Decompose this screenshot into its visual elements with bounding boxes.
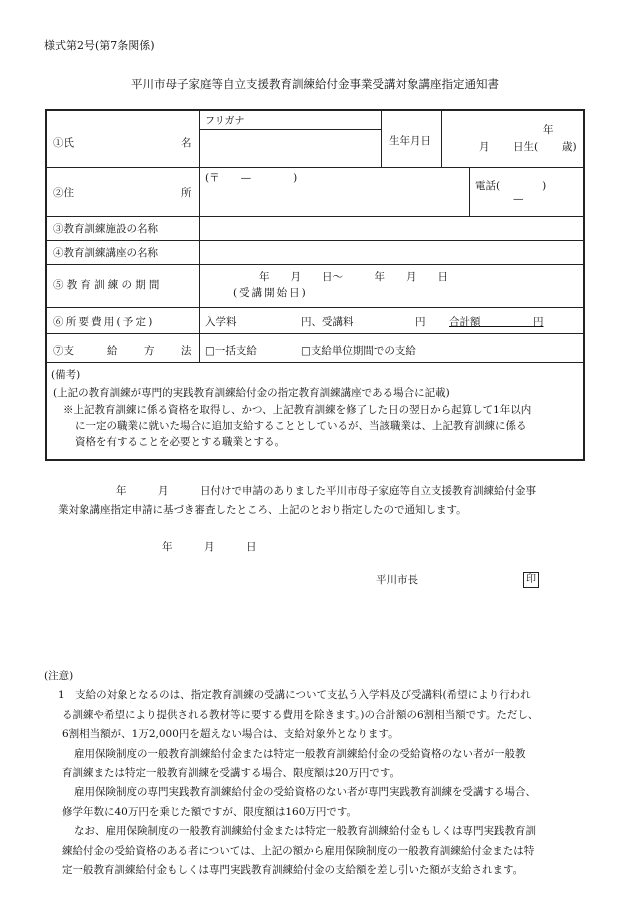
phone-divider [469,167,470,216]
remarks-line: ※上記教育訓練に係る資格を取得し、かつ、上記教育訓練を修了した日の翌日から起算して1年以内 [63,404,532,416]
notice-text [58,482,598,520]
row-divider [47,167,583,168]
payment-method-label-4: 法 [181,345,192,357]
dob-day: 日生( [513,141,539,153]
payment-method-label-3: 方 [144,345,155,357]
payment-method-label-2: 給 [107,345,118,357]
row-divider [47,216,583,217]
postal-code: (〒 — ) [205,172,298,184]
name-label-end: 名 [181,137,192,149]
address-label-end: 所 [181,187,192,199]
payment-method-label-1: ⑦支 [53,345,74,357]
tuition-label: 円、受講料 [301,316,354,328]
note-line: 1 支給の対象となるのは、指定教育訓練の受講について支払う入学料及び受講料(希望により行われ [58,689,531,702]
notice-date: 年 月 日 [162,541,257,553]
remarks-line: (上記の教育訓練が専門的実践教育訓練給付金の指定教育訓練講座である場合に記載) [53,387,450,399]
dob-label-divider-right [441,111,442,167]
training-start-date-note: (受講開始日) [233,287,308,299]
dob-month: 月 [479,141,490,153]
note-line: 練給付金の受給資格のある者については、上記の額から雇用保険制度の一般教育訓練給付金または特 [62,844,535,857]
furigana-label: フリガナ [205,116,245,127]
facility-name-label: ③教育訓練施設の名称 [53,223,158,235]
course-name-label: ④教育訓練講座の名称 [53,247,158,259]
notes-section [44,667,596,880]
dob-year: 年 [543,124,554,136]
furigana-divider [199,129,381,130]
notice-line: 業対象講座指定申請に基づき審査したところ、上記のとおり指定したので通知します。 [58,504,467,516]
remarks-line: に一定の職業に就いた場合に追加支給することとしているが、当該職業は、上記教育訓練に係る [75,420,527,432]
document-title: 平川市母子家庭等自立支援教育訓練給付金事業受講対象講座指定通知書 [131,77,499,91]
admission-fee-label: 入学料 [205,316,237,328]
note-line: 6割相当額が、1万2,000円を超えない場合は、支給対象外となります。 [62,728,399,741]
name-label: ①氏 [53,137,74,149]
notes-title: (注意) [44,670,74,682]
note-line: 修学年数に40万円を乗じた額ですが、限度額は160万円です。 [62,805,358,818]
label-column-divider [199,111,200,362]
cost-label: ⑥所要費用(予定) [53,316,155,328]
phone-dash: — [513,193,524,205]
note-line: なお、雇用保険制度の一般教育訓練給付金または特定一般教育訓練給付金もしくは専門実践教育訓 [74,825,536,838]
row-divider [47,240,583,241]
note-line: 育訓練または特定一般教育訓練を受講する場合、限度額は20万円です。 [62,767,401,780]
address-label: ②住 [53,187,74,199]
tuition-yen: 円 [415,316,426,328]
note-line: 雇用保険制度の一般教育訓練給付金または特定一般教育訓練給付金の受給資格のない者が一般教 [74,747,526,760]
note-line: 定一般教育訓練給付金もしくは専門実践教育訓練給付金の支給額を差し引いた額が支給されます。 [62,864,524,877]
form-number-label: 様式第2号(第7条関係) [44,39,155,52]
note-line: る訓練や希望により提供される教材等に要する費用を除きます。)の合計額の6割相当額です。ただし、 [62,708,539,721]
row-divider [47,362,583,363]
dob-label: 生年月日 [389,135,431,147]
row-divider [47,264,583,265]
official-seal: 印 [523,572,539,588]
training-period-label: ⑤教育訓練の期間 [53,279,163,291]
row-divider [47,307,583,308]
dob-age: 歳) [562,141,577,153]
remarks-title: (備考) [51,369,81,381]
form-table [45,109,585,461]
lump-sum-checkbox[interactable]: □一括支給 [205,345,257,357]
phone-label: 電話( ) [475,180,547,192]
note-line: 雇用保険制度の専門実践教育訓練給付金の受給資格のない者が専門実践教育訓練を受講する場合、 [74,786,536,799]
unit-period-checkbox[interactable]: □支給単位期間での支給 [301,345,416,357]
total-cost: 合計額 円 [449,316,544,328]
row-divider [47,333,583,334]
notice-line: 年 月 日付けで申請のありました平川市母子家庭等自立支援教育訓練給付金事 [116,485,536,497]
dob-label-divider-left [381,111,382,167]
training-period-dates: 年 月 日〜 年 月 日 [259,271,448,283]
mayor-title: 平川市長 [376,574,418,586]
remarks-line: 資格を有することを必要とする職業とする。 [75,436,285,448]
